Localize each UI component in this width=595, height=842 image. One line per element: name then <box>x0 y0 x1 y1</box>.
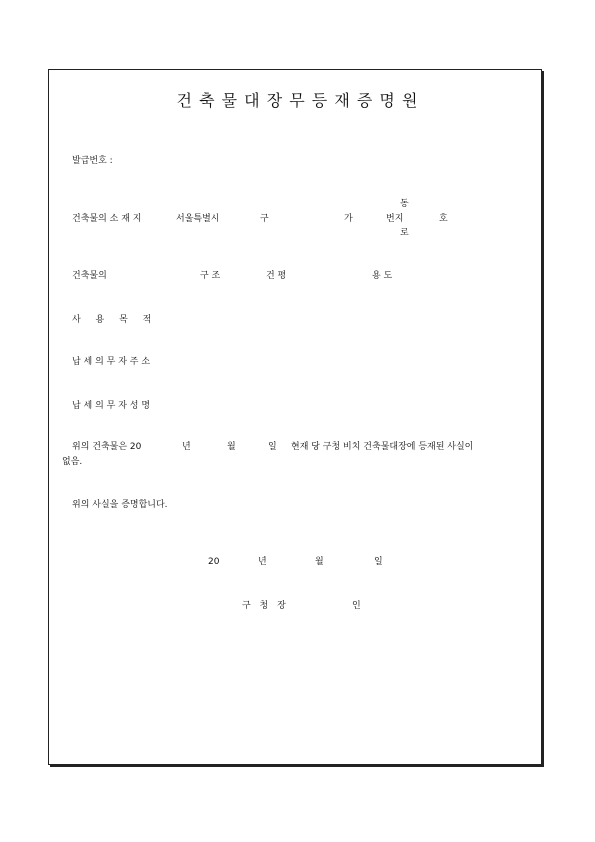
statement-prefix: 위의 건축물은 20 <box>72 442 142 452</box>
certify-text: 위의 사실을 증명합니다. <box>72 500 168 510</box>
issue-number-label: 발급번호 : <box>72 156 113 166</box>
location-gu: 구 <box>260 214 269 224</box>
statement-line2: 없음. <box>62 457 83 467</box>
location-city: 서울특별시 <box>176 214 220 224</box>
location-ga: 가 <box>344 214 353 224</box>
statement-day: 일 <box>268 442 277 452</box>
use-label: 용 도 <box>372 271 393 281</box>
date-month: 월 <box>315 557 324 567</box>
date-prefix: 20 <box>208 557 220 567</box>
signature-office: 구 청 장 <box>242 601 286 611</box>
taxpayer-address-label: 납 세 의 무 자 주 소 <box>72 357 151 367</box>
structure-row-label: 건축물의 <box>72 271 107 281</box>
statement-rest: 현재 당 구청 비치 건축물대장에 등재된 사실이 <box>291 442 474 452</box>
document-title: 건 축 물 대 장 무 등 재 증 명 원 <box>176 91 419 110</box>
purpose-label: 사 용 목 적 <box>72 315 152 325</box>
location-ro: 로 <box>400 228 409 238</box>
date-day: 일 <box>374 557 383 567</box>
statement-month: 월 <box>227 442 236 452</box>
document-frame <box>48 69 542 765</box>
statement-year: 년 <box>182 442 191 452</box>
signature-seal: 인 <box>352 601 361 611</box>
area-label: 건 평 <box>266 271 287 281</box>
location-ho: 호 <box>439 214 448 224</box>
location-beonji: 번지 <box>386 214 404 224</box>
location-label: 건축물의 소 재 지 <box>72 214 142 224</box>
location-dong: 동 <box>400 199 409 209</box>
taxpayer-name-label: 납 세 의 무 자 성 명 <box>72 401 151 411</box>
structure-label: 구 조 <box>200 271 221 281</box>
date-year: 년 <box>258 557 267 567</box>
